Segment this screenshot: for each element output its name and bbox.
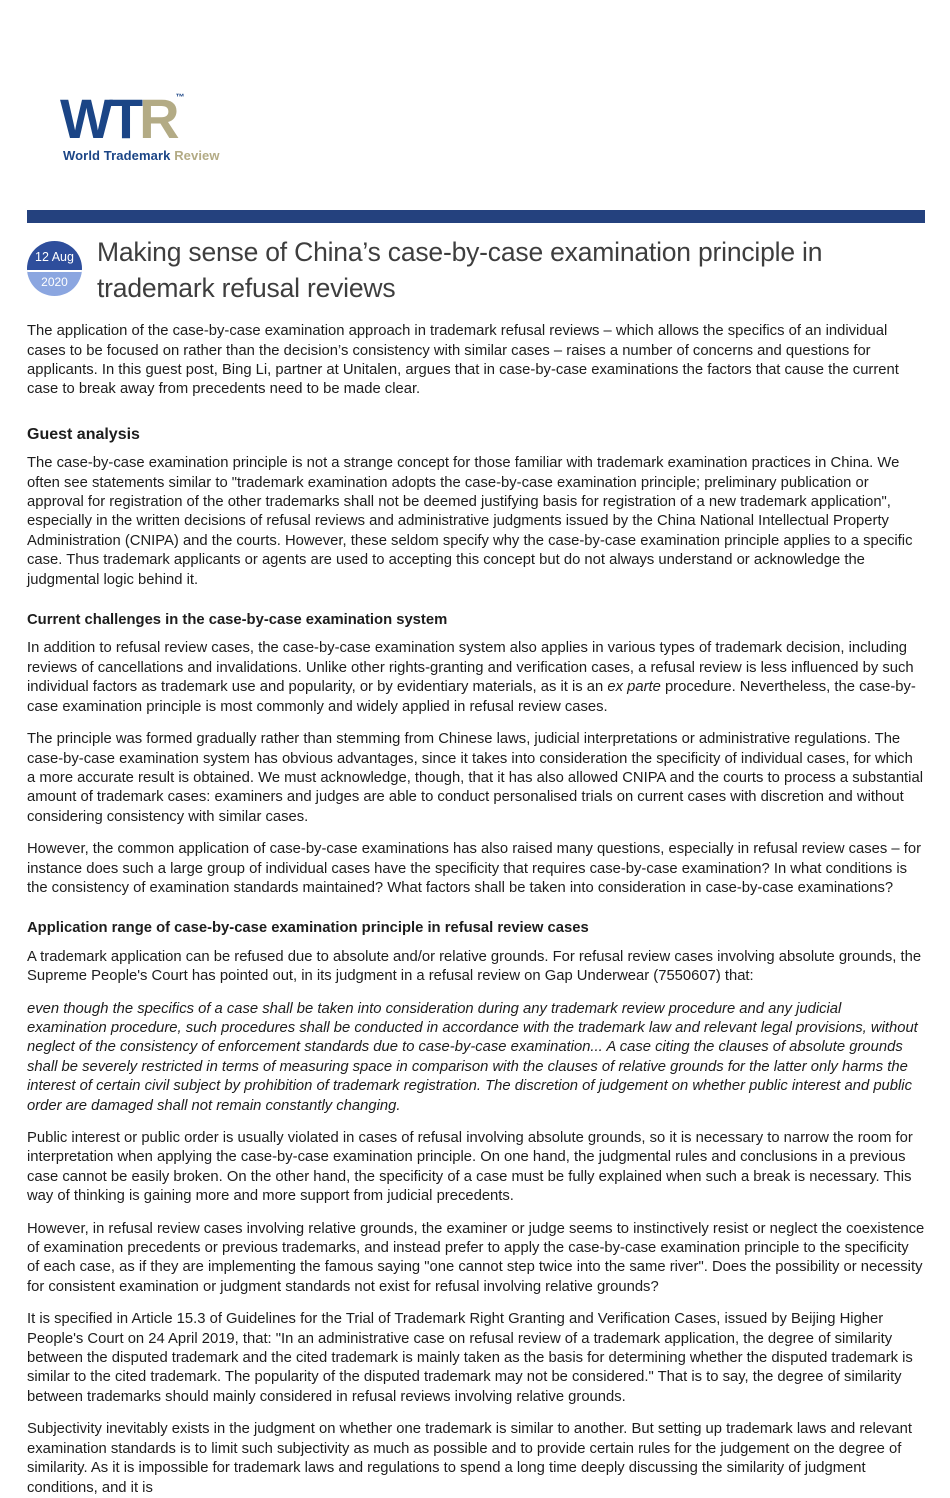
wtr-logo-wordmark (60, 87, 230, 150)
date-badge-day-month: 12 Aug (27, 241, 82, 270)
article-header (27, 238, 925, 306)
paragraph-raised-questions: However, the common application of case-by-case examinations has also raised many questions, especially in refusal review cases – for instance does such a large group of individual cases have the specificity that requires case-by-case examination? In what conditions is the consistency of examination standards maintained? What factors shall be taken into consideration in case-by-case examinations? (27, 841, 922, 896)
logo-tagline-secondary: Review (174, 148, 220, 164)
logo-tagline-primary: World Trademark (63, 148, 171, 164)
paragraph-relative-grounds: However, in refusal review cases involving relative grounds, the examiner or judge seems to instinctively resist or neglect the coexistence of examination precedents or previous trademarks, and instead prefer to apply the case-by-case examination principle to the specificity of each case, as if they are implementing the famous saying "one cannot step twice into the same river". Does the possibility or necessity for consistent examination or judgment standards not exist for refusal involving relative grounds? (27, 1220, 925, 1295)
paragraph-beijing-guidelines: It is specified in Article 15.3 of Guidelines for the Trial of Trademark Right Granting and Verification Cases, issued by Beijing Higher People's Court on 24 April 2019, that: "In an administrative case on refusal review of a trademark application, the degree of similarity between the disputed trademark and the cited trademark is mainly taken as the basis for determining whether the disputed trademark is similar to the cited trademark. The popularity of the disputed trademark may not be considered." That is to say, the degree of similarity between trademarks should mainly considered in refusal reviews involving relative grounds. (27, 1311, 913, 1405)
date-badge-year: 2020 (27, 270, 82, 296)
paragraph-principle-formation: The principle was formed gradually rather than stemming from Chinese laws, judicial interpretations or administrative regulations. The case-by-case examination system has obvious advantages, since it takes into consideration the specificity of individual cases, for which a more accurate result is obtained. We must acknowledge, though, that it has also allowed CNIPA and the courts to process a substantial amount of trademark cases: examiners and judges are able to conduct personalised trials on current cases with discretion and without considering consistency with similar cases. (27, 731, 923, 825)
paragraph-refusal-grounds: A trademark application can be refused due to absolute and/or relative grounds. For refusal review cases involving absolute grounds, the Supreme People's Court has pointed out, in its judgment in a refusal review on Gap Underwear (7550607) that: (27, 948, 922, 985)
logo-letter-r: R (139, 87, 176, 150)
page-title: Making sense of China’s case-by-case examination principle in trademark refusal reviews (97, 237, 823, 304)
application-range-heading: Application range of case-by-case examination principle in refusal review cases (27, 920, 589, 937)
wtr-logo (60, 87, 230, 164)
paragraph-public-interest: Public interest or public order is usually violated in cases of refusal involving absolute grounds, so it is necessary to narrow the room for interpretation when applying the case-by-case examination principle. On one hand, the judgmental rules and conclusions in a previous case cannot be easily broken. On the other hand, the specificity of a case must be fully explained when such a break is necessary. This way of thinking is gaining more and more support from judicial precedents. (27, 1130, 913, 1205)
trademark-symbol-icon: ™ (175, 92, 185, 102)
court-judgment-quote: even though the specifics of a case shall be taken into consideration during any trademark review procedure and any judicial examination procedure, such procedures shall be conducted in accordance with the trademark law and relevant legal provisions, without neglect of the consistency of enforcement standards due to case-by-case examination... A case citing the clauses of absolute grounds shall be severely restricted in terms of measuring space in comparison with the clauses of relative grounds for the latter only harms the interest of certain civil subject by prohibition of trademark registration. The discretion of judgement on whether public interest and public order are damaged shall not remain constantly changing. (27, 1000, 918, 1114)
paragraph-subjectivity: Subjectivity inevitably exists in the judgment on whether one trademark is similar to another. But setting up trademark laws and relevant examination standards is to limit such subjectivity as much as possible and to provide certain rules for the judgement on the degree of similarity. As it is impossible for trademark laws and regulations to spend a long time deeply discussing the similarity of judgment conditions, and it is (27, 1421, 912, 1496)
logo-letter-w: W (60, 87, 109, 150)
guest-analysis-heading: Guest analysis (27, 425, 140, 443)
paragraph-application-scope-text-after: procedure. Nevertheless, the case-by-case examination principle is most commonly and widely applied in refusal review cases. (27, 679, 916, 715)
header-divider-bar (27, 210, 925, 223)
date-badge (27, 241, 82, 296)
current-challenges-heading: Current challenges in the case-by-case examination system (27, 612, 448, 629)
intro-paragraph: The application of the case-by-case examination approach in trademark refusal reviews – which allows the specifics of an individual cases to be focused on rather than the decision’s consistency with similar cases – raises a number of concerns and questions for applicants. In this guest post, Bing Li, partner at Unitalen, argues that in case-by-case examinations the factors that cause the current case to break away from precedents need to be made clear. (27, 323, 899, 398)
paragraph-examination-principle: The case-by-case examination principle is not a strange concept for those familiar with trademark examination practices in China. We often see statements similar to "trademark examination adopts the case-by-case examination principle; preliminary publication or approval for registration of the other trademarks shall not be deemed justifying basis for registration of a new trademark application", especially in the written decisions of refusal reviews and administrative judgments issued by the China National Intellectual Property Administration (CNIPA) and the courts. However, these seldom specify why the case-by-case examination principle applies to a specific case. Thus trademark applicants or agents are used to accepting this concept but do not always understand or acknowledge the judgmental logic behind it. (27, 455, 913, 588)
paragraph-application-scope (27, 639, 925, 717)
paragraph-application-scope-text: In addition to refusal review cases, the case-by-case examination system also applies in various types of trademark decision, including reviews of cancellations and invalidations. Unlike other rights-granting and verification cases, a refusal review is less influenced by such individual factors as trademark use and popularity, or by evidentiary materials, as it is an (27, 640, 914, 696)
ex-parte-italic: ex parte (607, 679, 661, 696)
article-body (27, 322, 925, 1498)
logo-letter-t: T (108, 87, 140, 150)
logo-tagline (63, 148, 230, 163)
